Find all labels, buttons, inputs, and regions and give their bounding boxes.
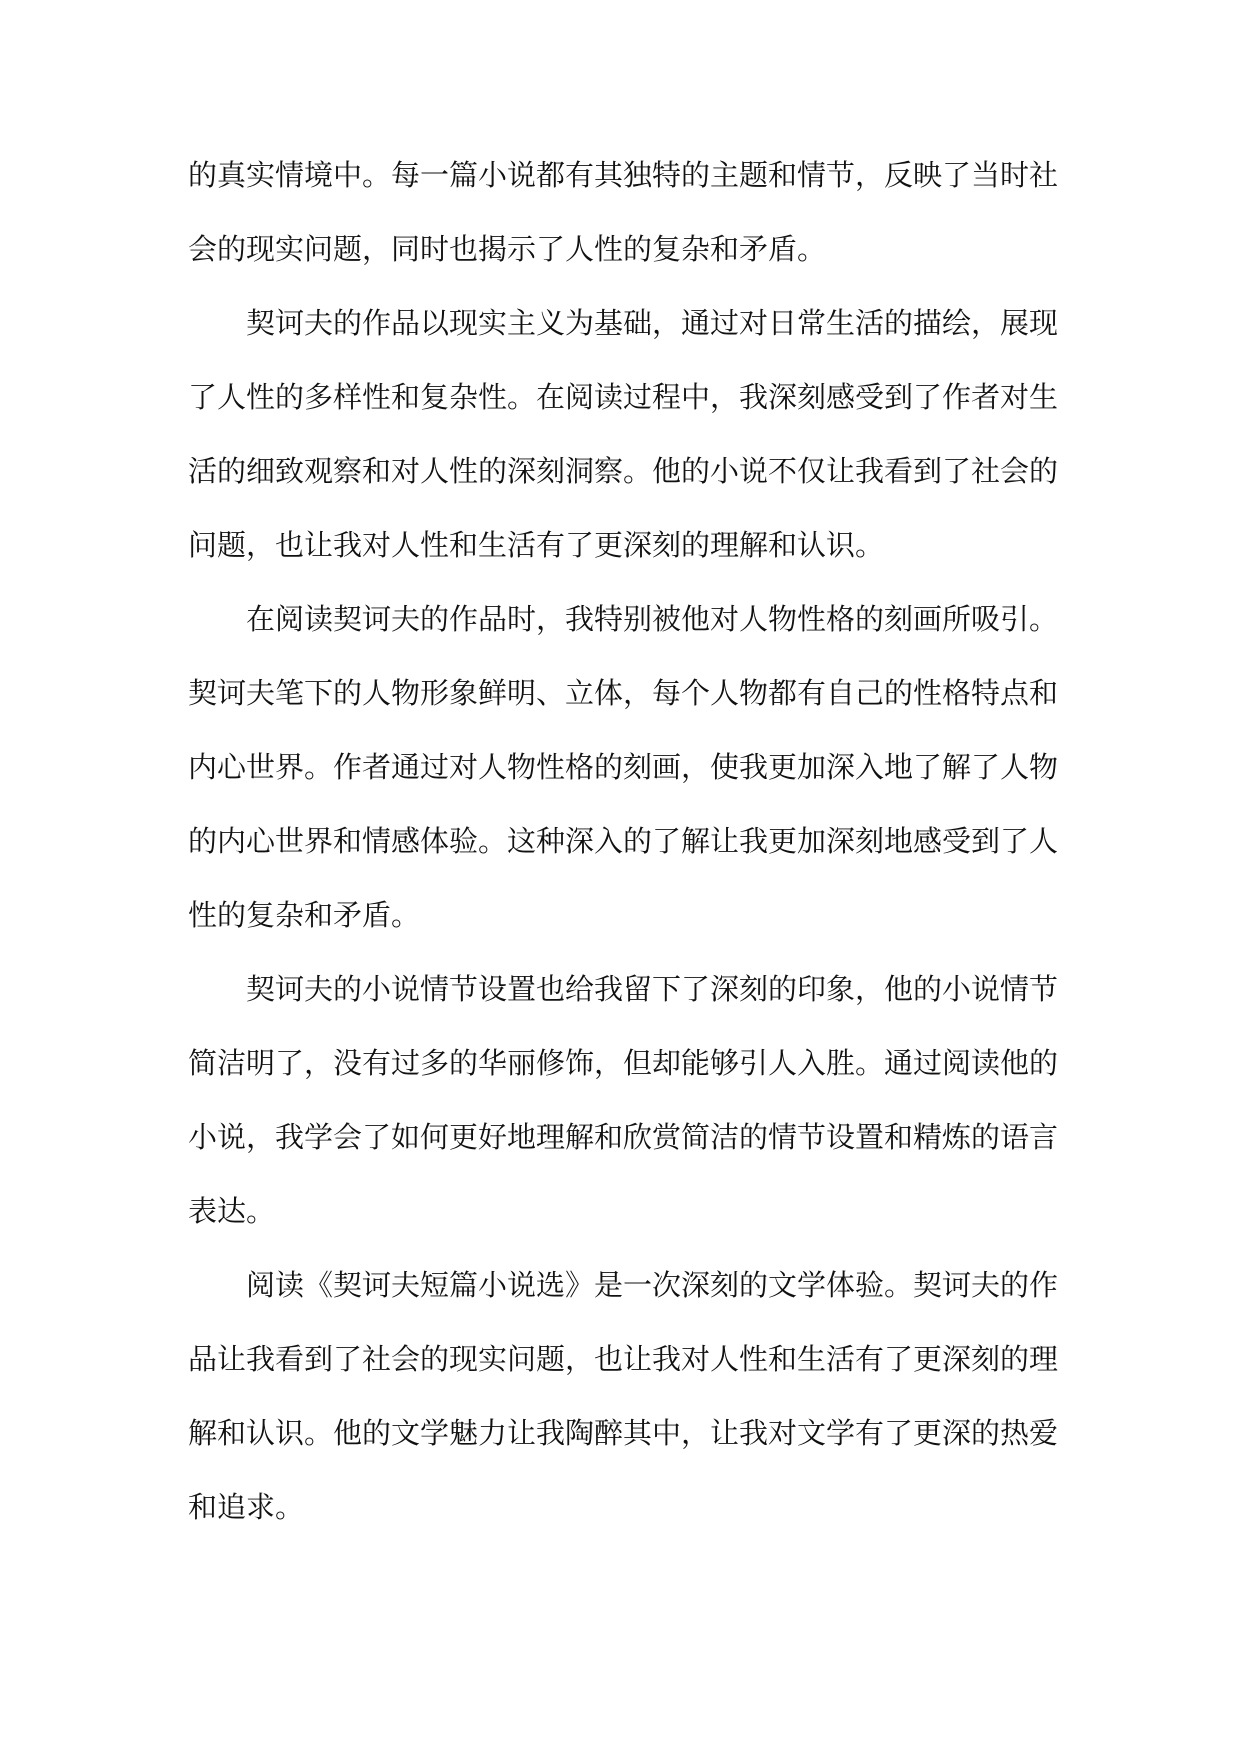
text-line: 内心世界。作者通过对人物性格的刻画，使我更加深入地了解了人物 (188, 750, 1059, 784)
document-body (188, 138, 1059, 1544)
paragraph (188, 1248, 1059, 1544)
text-line: 表达。 (188, 1194, 276, 1228)
text-line: 阅读《契诃夫短篇小说选》是一次深刻的文学体验。契诃夫的作 (246, 1268, 1059, 1302)
text-line: 的真实情境中。每一篇小说都有其独特的主题和情节，反映了当时社 (188, 158, 1059, 192)
text-line: 契诃夫笔下的人物形象鲜明、立体，每个人物都有自己的性格特点和 (188, 676, 1059, 710)
text-line: 性的复杂和矛盾。 (188, 898, 421, 932)
paragraph (188, 138, 1059, 286)
text-line: 问题，也让我对人性和生活有了更深刻的理解和认识。 (188, 528, 885, 562)
paragraph (188, 286, 1059, 582)
text-line: 在阅读契诃夫的作品时，我特别被他对人物性格的刻画所吸引。 (246, 602, 1059, 636)
text-line: 简洁明了，没有过多的华丽修饰，但却能够引人入胜。通过阅读他的 (188, 1046, 1059, 1080)
text-line: 解和认识。他的文学魅力让我陶醉其中，让我对文学有了更深的热爱 (188, 1416, 1059, 1450)
text-line: 品让我看到了社会的现实问题，也让我对人性和生活有了更深刻的理 (188, 1342, 1059, 1376)
text-line: 小说，我学会了如何更好地理解和欣赏简洁的情节设置和精炼的语言 (188, 1120, 1059, 1154)
paragraph (188, 952, 1059, 1248)
text-line: 会的现实问题，同时也揭示了人性的复杂和矛盾。 (188, 232, 827, 266)
text-line: 活的细致观察和对人性的深刻洞察。他的小说不仅让我看到了社会的 (188, 454, 1059, 488)
text-line: 和追求。 (188, 1490, 305, 1524)
text-line: 的内心世界和情感体验。这种深入的了解让我更加深刻地感受到了人 (188, 824, 1059, 858)
text-line: 契诃夫的小说情节设置也给我留下了深刻的印象，他的小说情节 (246, 972, 1059, 1006)
text-line: 了人性的多样性和复杂性。在阅读过程中，我深刻感受到了作者对生 (188, 380, 1059, 414)
text-line: 契诃夫的作品以现实主义为基础，通过对日常生活的描绘，展现 (246, 306, 1059, 340)
paragraph (188, 582, 1059, 952)
